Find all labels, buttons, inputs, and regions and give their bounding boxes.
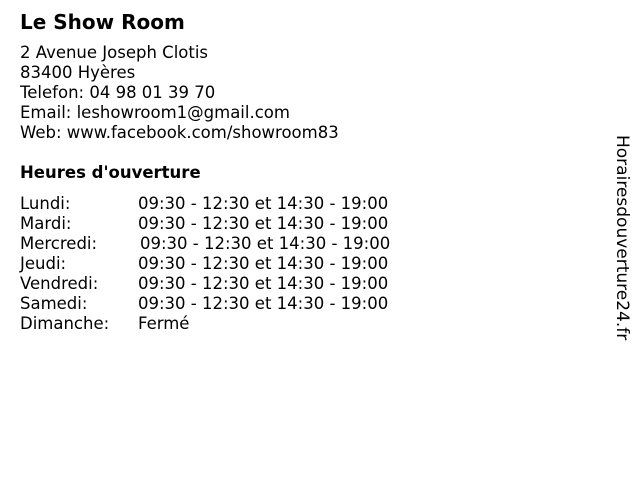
- site-watermark: [612, 135, 632, 375]
- contact-block: [20, 43, 339, 143]
- day-label: Mardi:: [20, 214, 72, 233]
- city-postcode: 83400 Hyères: [20, 63, 136, 82]
- day-label: Jeudi:: [20, 254, 67, 273]
- day-hours: 09:30 - 12:30 et 14:30 - 19:00: [138, 194, 389, 213]
- day-hours: Fermé: [138, 314, 190, 333]
- day-hours: 09:30 - 12:30 et 14:30 - 19:00: [138, 254, 389, 273]
- day-hours: 09:30 - 12:30 et 14:30 - 19:00: [138, 214, 389, 233]
- day-hours: 09:30 - 12:30 et 14:30 - 19:00: [140, 234, 391, 253]
- website: Web: www.facebook.com/showroom83: [20, 123, 339, 142]
- opening-hours-heading: Heures d'ouverture: [20, 163, 201, 182]
- day-label: Mercredi:: [20, 234, 98, 253]
- street-address: 2 Avenue Joseph Clotis: [20, 43, 209, 62]
- day-hours: 09:30 - 12:30 et 14:30 - 19:00: [138, 294, 389, 313]
- business-name: Le Show Room: [20, 10, 185, 34]
- day-label: Samedi:: [20, 294, 88, 313]
- email-address: Email: leshowroom1@gmail.com: [20, 103, 290, 122]
- day-label: Lundi:: [20, 194, 71, 213]
- phone-number: Telefon: 04 98 01 39 70: [20, 83, 216, 102]
- day-hours: 09:30 - 12:30 et 14:30 - 19:00: [138, 274, 389, 293]
- day-label: Vendredi:: [20, 274, 99, 293]
- day-label: Dimanche:: [20, 314, 110, 333]
- watermark-text: Horairesdouverture24.fr: [612, 135, 632, 341]
